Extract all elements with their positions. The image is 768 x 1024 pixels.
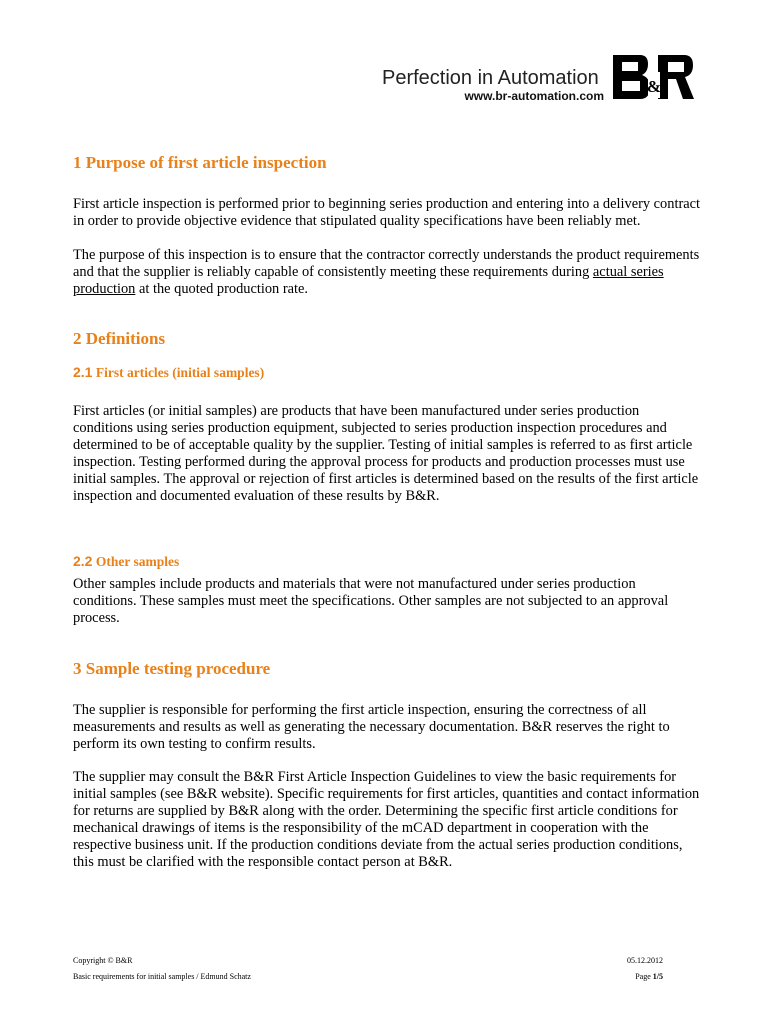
section-2-2-heading — [73, 552, 179, 571]
section-1-heading — [73, 152, 327, 174]
footer-page-total: 5 — [659, 972, 663, 981]
section-3-number: 3 — [73, 659, 82, 678]
footer-doc-title: Basic requirements for initial samples / Edmund Schatz — [73, 972, 251, 981]
footer-date: 05.12.2012 — [627, 956, 663, 965]
section-3-paragraph-1: The supplier is responsible for performing the first article inspection, ensuring the correctness of all measurements and results as well as generating the necessary documentation. B&R reserves the right to perform its own testing to confirm results. — [73, 702, 670, 752]
section-3-heading — [73, 658, 270, 680]
section-2-1-number: 2.1 — [73, 364, 93, 380]
section-2-title: Definitions — [85, 329, 166, 348]
underlined-term: actual series production — [73, 264, 664, 297]
footer-page-label: Page — [635, 972, 653, 981]
section-1-paragraph-2 — [73, 247, 701, 298]
section-2-2-number: 2.2 — [73, 553, 93, 569]
section-2-1-heading — [73, 363, 264, 382]
footer-page-current: 1 — [652, 972, 657, 981]
section-2-2-title: Other samples — [95, 554, 180, 569]
br-logo-icon — [610, 52, 696, 102]
header-tagline: Perfection in Automation — [382, 67, 599, 89]
section-1-number: 1 — [73, 153, 82, 172]
svg-text:&: & — [646, 77, 662, 96]
section-2-heading — [73, 328, 165, 350]
section-2-number: 2 — [73, 329, 82, 348]
section-1-paragraph-1: First article inspection is performed prior to beginning series production and entering into a delivery contract in order to provide objective evidence that stipulated quality specifications have been reliably met. — [73, 196, 701, 229]
section-1-paragraph-2-start: The purpose of this inspection is to ensure that the contractor correctly understands the product requirements and that the supplier is reliably capable of consistently meeting these requirements during — [73, 247, 700, 280]
section-1-paragraph-2-end: at the quoted production rate. — [135, 281, 308, 297]
header-url: www.br-automation.com — [464, 89, 604, 103]
section-1-title: Purpose of first article inspection — [85, 153, 327, 172]
section-2-1-title: First articles (initial samples) — [95, 365, 265, 380]
footer — [73, 956, 663, 986]
footer-page-sep: / — [656, 972, 659, 981]
footer-page-number — [635, 972, 663, 982]
section-2-1-paragraph: First articles (or initial samples) are products that have been manufactured under series production conditions using series production equipment, subjected to series production inspection procedures and determined to be of acceptable quality by the supplier. Testing of initial samples is referred to as first article inspection. Testing performed during the approval process for products and production processes must use initial samples. The approval or rejection of first articles is determined based on the results of the first article inspection and documented evaluation of these results by B&R. — [73, 403, 699, 504]
section-3-title: Sample testing procedure — [85, 659, 271, 678]
section-3-paragraph-2: The supplier may consult the B&R First Article Inspection Guidelines to view the basic requirements for initial samples (see B&R website). Specific requirements for first articles, quantities and contact information for returns are supplied by B&R along with the order. Determining the specific first article conditions for mechanical drawings of items is the responsibility of the mCAD department in cooperation with the respective business unit. If the production conditions deviate from the actual series production conditions, this must be clarified with the responsible contact person at B&R. — [73, 769, 700, 870]
section-2-2-paragraph: Other samples include products and materials that were not manufactured under series production conditions. These samples must meet the specifications. Other samples are not subjected to an approval process. — [73, 576, 669, 626]
footer-copyright: Copyright © B&R — [73, 956, 133, 965]
